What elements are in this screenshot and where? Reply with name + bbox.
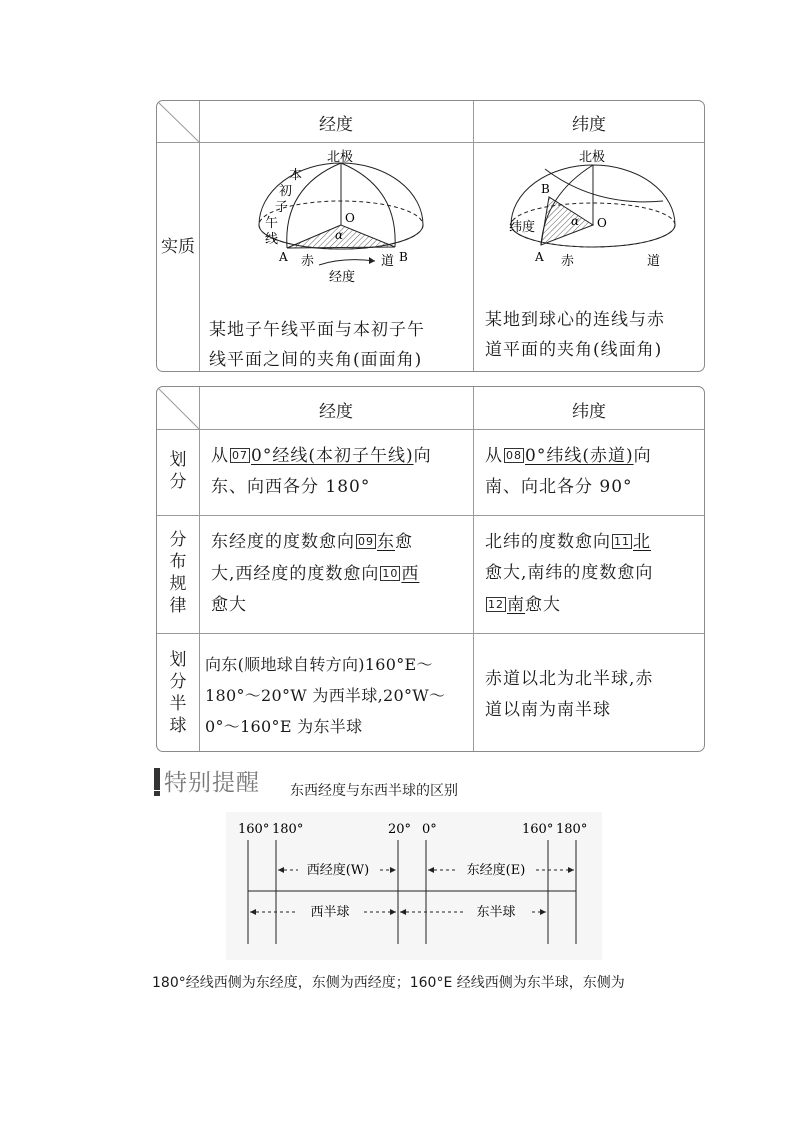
latitude-distribution-text: 北纬的度数愈向 11 北 愈大,南纬的度数愈向 12 南愈大 (485, 532, 654, 615)
latitude-hemisphere-text: 赤道以北为北半球,赤 道以南为南半球 (485, 669, 654, 720)
tick-label: 20° (388, 822, 412, 837)
row-label-distribution: 分布规律 (169, 530, 187, 616)
tick-label: 0° (422, 822, 437, 837)
svg-text:α: α (571, 214, 580, 228)
svg-text:道: 道 (647, 254, 661, 269)
svg-text:线: 线 (265, 232, 279, 247)
exclamation-dot (154, 791, 160, 796)
svg-text:赤: 赤 (301, 254, 315, 269)
special-reminder-subheading: 东西经度与东西半球的区别 (290, 783, 458, 799)
tick-label: 160° (238, 822, 270, 837)
east-hemisphere-label: 东半球 (476, 905, 516, 920)
answer-box: 07 (232, 449, 248, 462)
longitude-essence-text: 某地子午线平面与本初子午 线平面之间的夹角(面面角) (209, 320, 425, 370)
west-hemisphere-label: 西半球 (310, 905, 350, 920)
west-longitude-label: 西经度(W) (306, 863, 370, 878)
answer-box: 10 (382, 567, 399, 580)
answer-box: 12 (488, 598, 504, 611)
tick-label: 180° (272, 822, 304, 837)
svg-text:α: α (335, 228, 344, 242)
svg-text:B: B (399, 250, 408, 264)
svg-text:本: 本 (289, 168, 303, 183)
svg-text:北极: 北极 (327, 150, 354, 165)
exclamation-icon (154, 768, 160, 790)
hemisphere-diagram (226, 812, 602, 960)
svg-text:B: B (541, 182, 550, 196)
corner-diagonal (157, 387, 199, 429)
row-label-division: 划分 (169, 450, 187, 492)
answer-box: 11 (614, 535, 630, 548)
latitude-diagram (505, 147, 695, 297)
answer-box: 09 (358, 535, 374, 548)
svg-text:北极: 北极 (579, 150, 606, 165)
svg-text:午: 午 (265, 216, 279, 231)
division-table (156, 386, 705, 752)
latitude-division-text: 从 08 0°纬线(赤道)向 南、向北各分 90° (485, 446, 652, 497)
latitude-header: 纬度 (572, 115, 606, 135)
note-text: 180°经线西侧为东经度，东侧为西经度；160°E 经线西侧为东半球，东侧为 (152, 975, 625, 991)
svg-text:经度: 经度 (329, 270, 356, 285)
svg-text:O: O (597, 216, 607, 230)
svg-text:赤: 赤 (561, 254, 575, 269)
longitude-division-text: 从 07 0°经线(本初子午线)向 东、向西各分 180° (211, 446, 432, 497)
answer-box: 08 (506, 449, 522, 462)
special-reminder-heading: 特别提醒 (164, 770, 260, 796)
latitude-header: 纬度 (572, 402, 606, 422)
essence-label: 实质 (161, 237, 195, 257)
svg-text:A: A (535, 250, 544, 264)
longitude-distribution-text: 东经度的度数愈向 09 东愈 大,西经度的度数愈向 10 西 愈大 (211, 532, 420, 615)
east-longitude-label: 东经度(E) (466, 863, 526, 878)
corner-diagonal (157, 101, 199, 142)
row-label-hemisphere: 划分半球 (169, 650, 187, 736)
svg-text:初: 初 (279, 184, 293, 199)
longitude-hemisphere-text: 向东(顺地球自转方向)160°E～ 180°～20°W 为西半球,20°W～ 0°～160°E 为东半球 (205, 655, 446, 736)
tick-label: 160° (522, 822, 554, 837)
svg-text:A: A (279, 250, 288, 264)
longitude-diagram (243, 147, 443, 312)
svg-text:子: 子 (275, 200, 289, 215)
essence-table (156, 100, 705, 372)
latitude-essence-text: 某地到球心的连线与赤 道平面的夹角(线面角) (485, 310, 665, 360)
svg-text:O: O (345, 211, 355, 225)
longitude-header: 经度 (319, 115, 353, 135)
longitude-header: 经度 (319, 402, 353, 422)
tick-label: 180° (556, 822, 588, 837)
svg-text:纬度: 纬度 (509, 220, 536, 235)
svg-text:道: 道 (381, 254, 395, 269)
